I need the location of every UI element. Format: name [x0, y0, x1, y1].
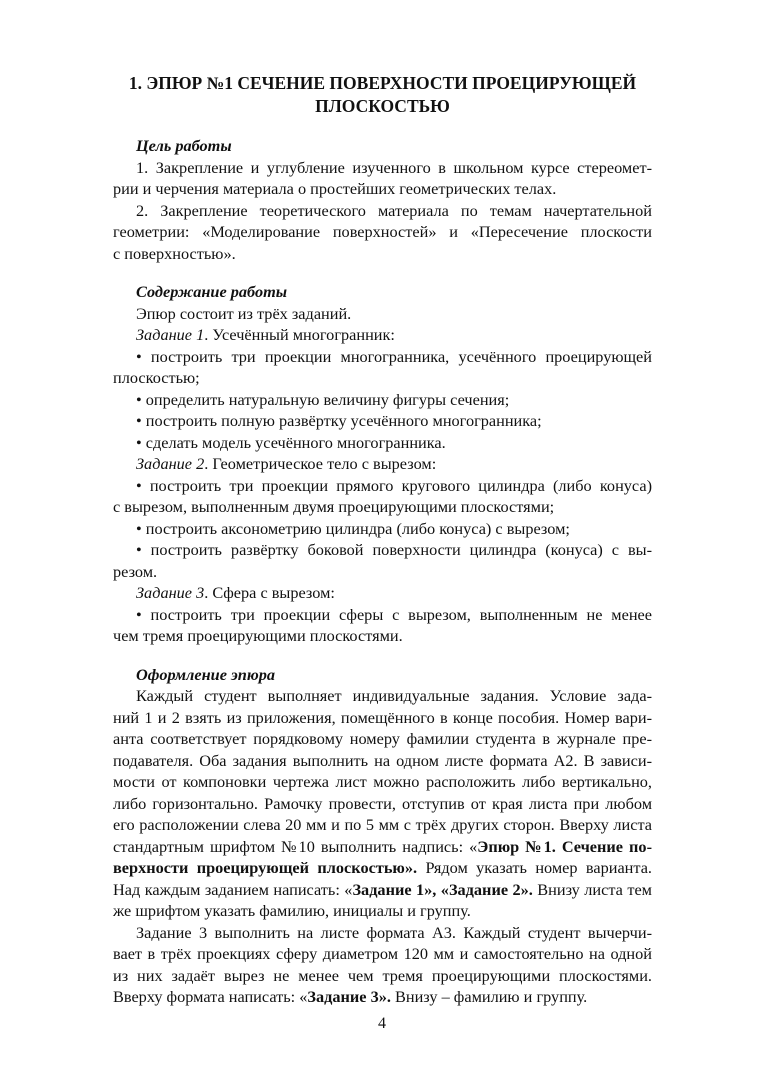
text-line [113, 879, 652, 901]
text: подавателя. Оба задания выполнить на одном листе формата А2. В зависи- [113, 750, 652, 770]
text-line [113, 367, 652, 389]
text: . Геометрическое тело с вырезом: [204, 454, 437, 473]
text: • построить три проекции многогранника, усечённого проецирующей [136, 346, 652, 366]
italic-text: Задание 1 [136, 325, 205, 344]
chapter-title-line: ПЛОСКОСТЬЮ [315, 96, 450, 116]
text-line [113, 943, 652, 965]
text-line [113, 771, 652, 793]
text: его расположении слева 20 мм и по 5 мм с трёх других сторон. Вверху листа [113, 815, 652, 834]
text: резом. [113, 561, 158, 581]
text-line [113, 410, 652, 432]
text: Цель работы [136, 136, 232, 155]
text: Эпюр состоит из трёх заданий. [136, 303, 352, 323]
section-heading [113, 281, 652, 303]
bold-text: Задание 3». [307, 987, 391, 1006]
text: • построить три проекции прямого кругового цилиндра (либо конуса) [136, 475, 652, 495]
section-heading [113, 135, 652, 157]
text: вает в трёх проекциях сферу диаметром 120 мм и самостоятельно на одной [113, 944, 652, 963]
text: геометрии: «Моделирование поверхностей» и «Пересечение плоскости [113, 222, 652, 241]
text: ний 1 и 2 взять из приложения, помещённого в конце пособия. Номер вари- [113, 707, 652, 727]
text-line [113, 346, 652, 368]
text-line [113, 178, 652, 200]
text-line [113, 728, 652, 750]
page-number: 4 [378, 1015, 386, 1032]
text: 2. Закрепление теоретического материала по темам начертательной [136, 200, 652, 220]
text: . Сфера с вырезом: [204, 583, 335, 602]
text: анта соответствует порядковому номеру фамилии студента в журнале пре- [113, 729, 652, 748]
text: 1. Закрепление и углубление изученного в школьном курсе стереомет- [136, 157, 652, 177]
text: плоскостью; [113, 368, 200, 387]
text-line [113, 303, 652, 325]
chapter-title-line: 1. ЭПЮР №1 СЕЧЕНИЕ ПОВЕРХНОСТИ ПРОЕЦИРУЮЩЕЙ [128, 73, 637, 93]
text: рии и черчения материала о простейших геометрических телах. [113, 179, 557, 198]
text-line [113, 685, 652, 707]
text-line [113, 475, 652, 497]
text: • определить натуральную величину фигуры сечения; [136, 389, 510, 409]
text-line [113, 496, 652, 518]
text-line [113, 836, 652, 858]
text: чем тремя проецирующими плоскостями. [113, 626, 403, 645]
section-content [113, 281, 652, 647]
bold-text: Эпюр №1. Сечение по- [477, 836, 652, 856]
section-goal [113, 135, 652, 264]
text: • построить полную развёртку усечённого многогранника; [136, 411, 542, 430]
text: Рядом указать номер варианта. [417, 858, 653, 877]
text-line [113, 986, 652, 1008]
text: Над каждым заданием написать: « [113, 879, 353, 899]
text-line [113, 324, 652, 346]
chapter-title [113, 72, 652, 118]
bold-text: верхности проецирующей плоскостью». [113, 858, 418, 877]
text-line [113, 432, 652, 454]
text: Внизу – фамилию и группу. [390, 987, 588, 1006]
text-line [113, 561, 652, 583]
text: из них задаёт вырез не менее чем тремя проецирующими плоскостями. [113, 965, 652, 985]
text-line [113, 453, 652, 475]
text-line [113, 750, 652, 772]
section-heading [113, 664, 652, 686]
text-line [113, 582, 652, 604]
text: • построить развёртку боковой поверхности цилиндра (конуса) с вы- [136, 540, 652, 559]
text-line [113, 814, 652, 836]
text: Задание 3 выполнить на листе формата А3. Каждый студент вычерчи- [136, 922, 652, 942]
text: Вверху формата написать: « [113, 987, 308, 1006]
text-line [113, 793, 652, 815]
text-line [113, 200, 652, 222]
section-design [113, 664, 652, 1008]
text-line [113, 857, 652, 879]
text-line [113, 518, 652, 540]
text-line [113, 900, 652, 922]
text-line [113, 965, 652, 987]
text: • сделать модель усечённого многогранника. [136, 432, 446, 452]
text-line [113, 539, 652, 561]
text: Внизу листа тем [532, 879, 652, 899]
document-page [113, 72, 652, 1008]
text: стандартным шрифтом №10 выполнить надпись: « [113, 836, 478, 856]
text-line [113, 625, 652, 647]
text: либо горизонтально. Рамочку провести, отступив от края листа при любом [113, 793, 652, 813]
text-line [113, 604, 652, 626]
text: мости от компоновки чертежа лист можно расположить либо вертикально, [113, 772, 652, 791]
text: • построить три проекции сферы с вырезом, выполненным не менее [136, 604, 652, 624]
text-line [113, 707, 652, 729]
text-line [113, 389, 652, 411]
text: • построить аксонометрию цилиндра (либо конуса) с вырезом; [136, 518, 570, 538]
text: Содержание работы [136, 282, 288, 301]
italic-text: Задание 3 [136, 583, 205, 602]
text-line [113, 157, 652, 179]
text: с вырезом, выполненным двумя проецирующими плоскостями; [113, 497, 555, 516]
text: Оформление эпюра [136, 664, 275, 684]
text: же шрифтом указать фамилию, инициалы и группу. [113, 901, 471, 920]
text: Каждый студент выполняет индивидуальные задания. Условие зада- [136, 686, 652, 705]
text: . Усечённый многогранник: [204, 325, 395, 344]
text-line [113, 922, 652, 944]
italic-text: Задание 2 [136, 454, 205, 473]
text-line [113, 221, 652, 243]
text-line [113, 243, 652, 265]
bold-text: Задание 1», «Задание 2». [352, 879, 533, 899]
text: с поверхностью». [113, 243, 236, 263]
